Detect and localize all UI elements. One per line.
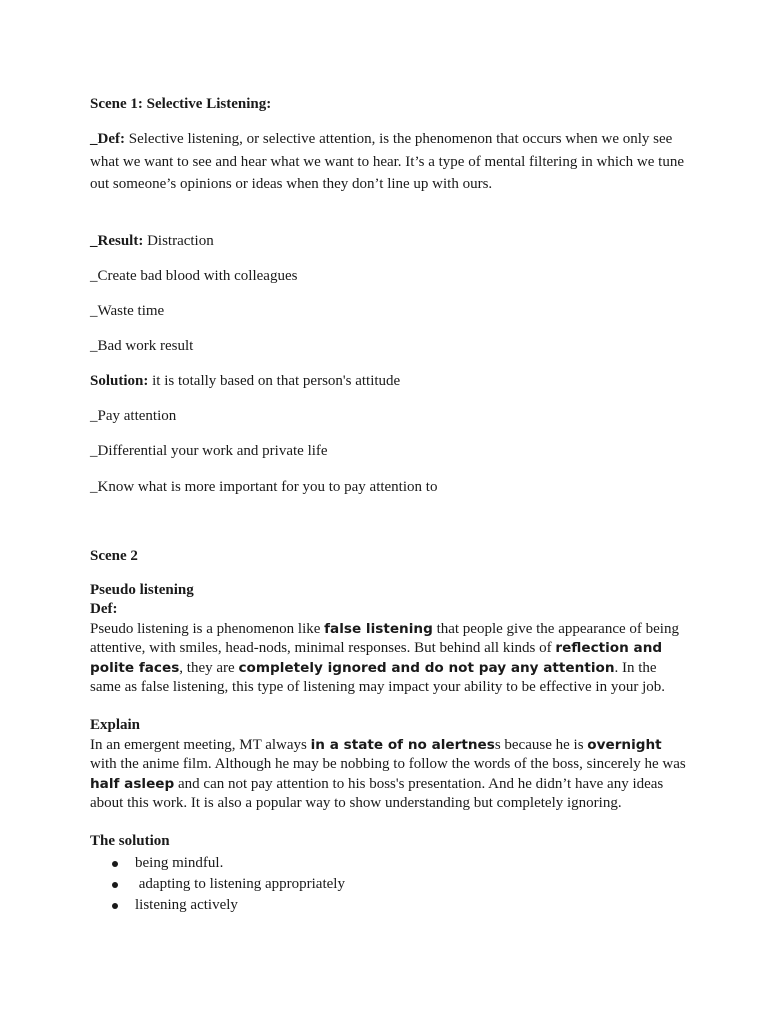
list-item — [108, 895, 345, 916]
list-item — [108, 874, 345, 895]
scene2-def-emphasis: reflection and polite faces — [90, 640, 663, 676]
scene1-result — [90, 230, 214, 253]
bullet-icon — [112, 882, 118, 888]
scene1-solution — [90, 370, 400, 393]
scene2-def-emphasis: false listening — [324, 621, 433, 637]
scene2-def-part: that people give the appearance of being attentive, with smiles, head-nods, minimal responses. But behind all kinds of — [90, 621, 679, 657]
scene1-solution-item: _Know what is more important for you to pay attention to — [90, 479, 438, 495]
scene2-explain-emphasis: overnight — [587, 737, 662, 753]
scene2-explain-part: In an emergent meeting, MT always — [90, 737, 311, 753]
scene2-explain-emphasis: half asleep — [90, 775, 175, 792]
scene1-result-label: _Result: — [90, 233, 144, 249]
scene1-result-item: _Waste time — [90, 303, 165, 319]
scene1-title: Scene 1: Selective Listening: — [90, 96, 272, 112]
scene2-explain-part: with the anime film. Although he may be nobbing to follow the words of the boss, sincerely he was — [90, 756, 686, 773]
scene2-explain-emphasis: in a state of no alertnes — [310, 737, 495, 753]
scene1-result-item: _Bad work result — [90, 338, 194, 354]
scene2-title: Scene 2 — [90, 548, 138, 564]
scene2-subtitle: Pseudo listening — [90, 582, 194, 598]
scene2-def-part: , they are — [179, 659, 239, 676]
solution-text: being mindful. — [135, 855, 224, 871]
solution-text: adapting to listening appropriately — [135, 876, 345, 892]
bullet-icon — [112, 903, 118, 909]
scene2-solution-list — [108, 853, 345, 916]
bullet-icon — [112, 861, 118, 867]
scene1-result-item: _Create bad blood with colleagues — [90, 268, 298, 284]
solution-text: listening actively — [135, 897, 238, 913]
scene1-def-text: Selective listening, or selective attention, is the phenomenon that occurs when we only see what we want to see and hear what we want to hear. It’s a type of mental filtering in which we tune out someone’s opinions or ideas when they don’t line up with ours. — [90, 131, 684, 192]
scene2-def-part: . In the same as false listening, this type of listening may impact your ability to be effective in your job. — [90, 659, 666, 695]
scene2-def-label: Def: — [90, 601, 118, 617]
scene2-explain-part: and can not pay attention to his boss's presentation. And he didn’t have any ideas about this work. It is also a popular way to show understanding but completely ignoring. — [90, 775, 664, 811]
scene2-solution-label: The solution — [90, 833, 170, 849]
scene2-explain-part: s because he is — [494, 737, 588, 753]
scene1-solution-text: it is totally based on that person's attitude — [148, 373, 401, 389]
scene1-def-label: _Def: — [90, 131, 125, 147]
scene2-definition — [90, 620, 690, 697]
scene2-explain — [90, 736, 690, 813]
scene2-def-emphasis: completely ignored and do not pay any attention — [238, 659, 615, 676]
list-item — [108, 853, 345, 874]
scene1-solution-label: Solution: — [90, 373, 149, 389]
scene1-result-text: Distraction — [143, 233, 214, 249]
scene1-solution-item: _Pay attention — [90, 408, 177, 424]
scene2-def-part: Pseudo listening is a phenomenon like — [90, 621, 325, 637]
scene1-definition — [90, 128, 690, 196]
scene1-solution-item: _Differential your work and private life — [90, 443, 328, 459]
scene2-explain-label: Explain — [90, 717, 141, 733]
